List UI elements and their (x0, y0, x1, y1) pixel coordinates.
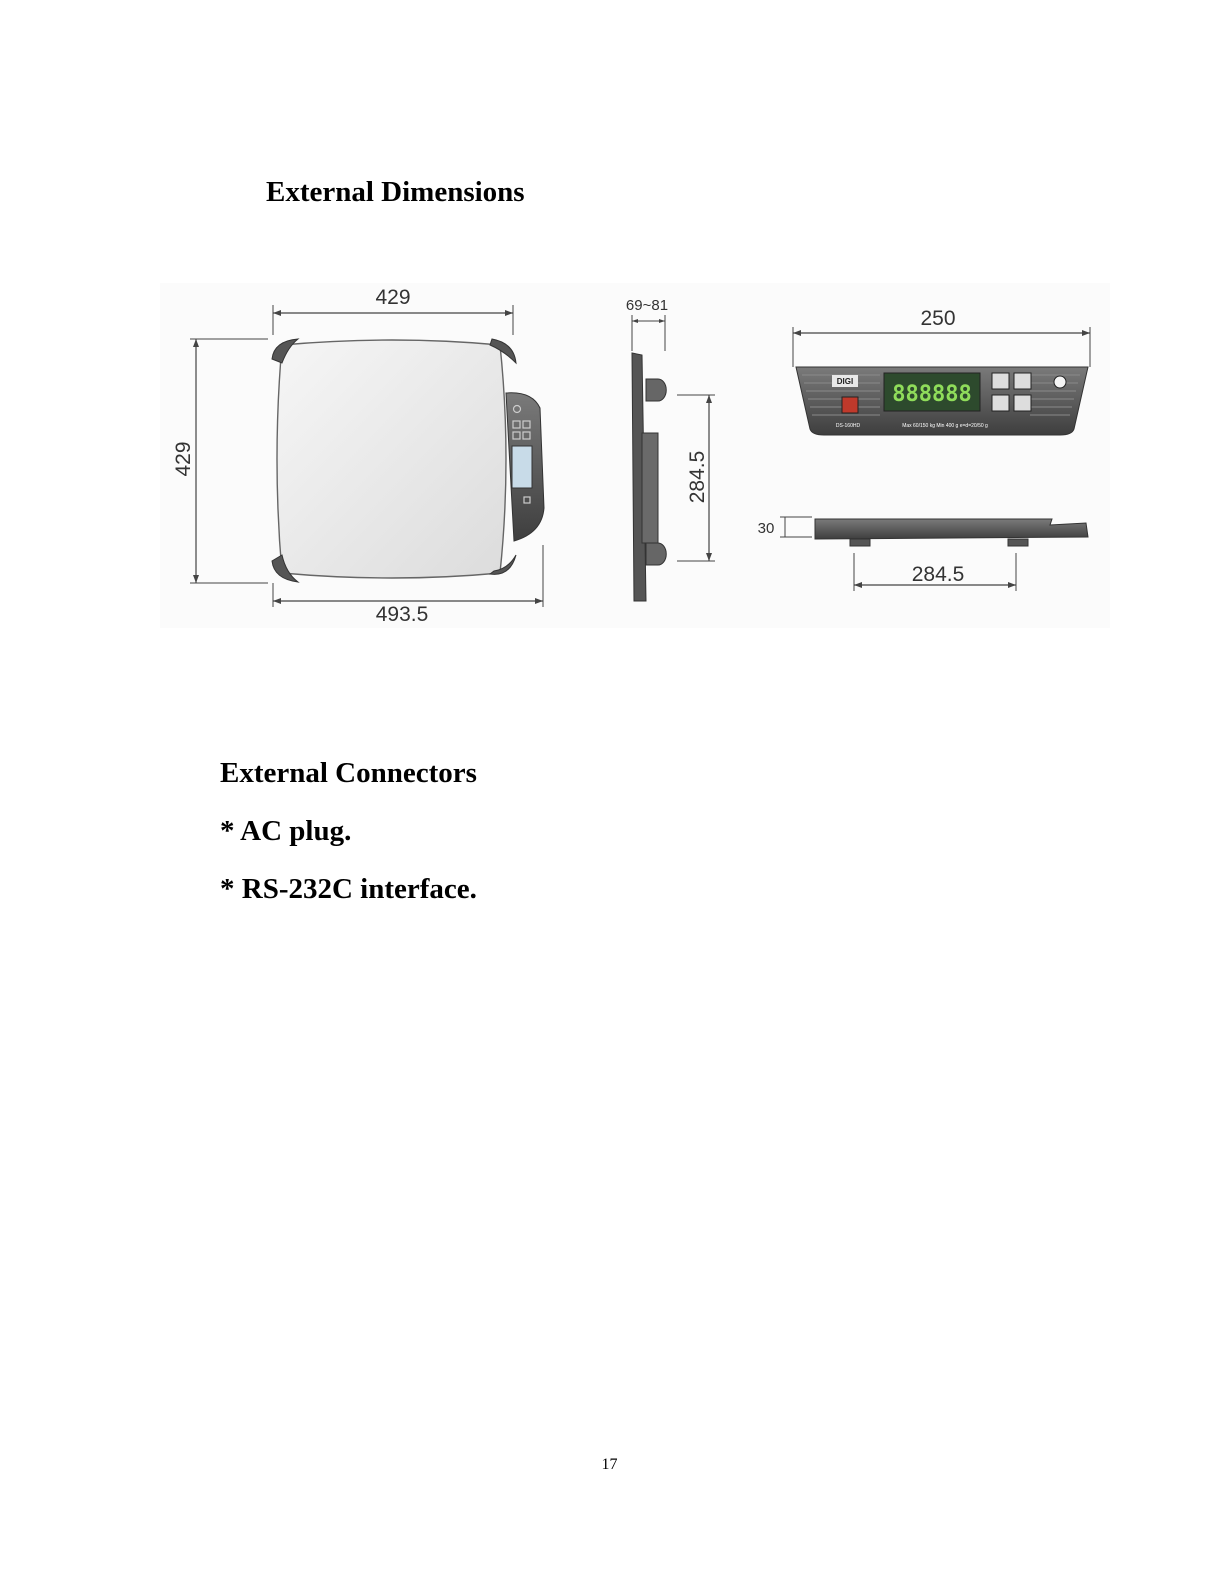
page-number: 17 (601, 1456, 618, 1473)
zero-key (992, 395, 1009, 411)
indicator-display: 888888 (892, 382, 972, 407)
top-depth-label: 429 (172, 441, 195, 477)
connector-item-ac-plug: * AC plug. (220, 815, 352, 847)
front-thickness-label: 30 (757, 520, 775, 537)
model-text: DS-160HD (835, 423, 861, 429)
section-title-external-connectors: External Connectors (220, 757, 477, 789)
spec-text: Max 60/150 kg Min 400 g e=d=20/50 g (902, 423, 988, 429)
front-foot-span-label: 284.5 (911, 563, 965, 586)
connector-item-rs232c: * RS-232C interface. (220, 873, 477, 905)
up-arrow-key (992, 373, 1009, 389)
top-width-label: 429 (375, 286, 411, 309)
side-height-range-label: 69~81 (625, 297, 669, 314)
tare-key (1014, 395, 1031, 411)
section-title-external-dimensions: External Dimensions (266, 176, 525, 208)
top-overall-label: 493.5 (375, 603, 429, 626)
external-dimensions-drawing (160, 283, 1110, 628)
brand-logo-text: DIGI (836, 377, 854, 386)
side-foot-span-label: 284.5 (686, 450, 709, 504)
left-arrow-key (1014, 373, 1031, 389)
indicator-width-label: 250 (920, 307, 956, 330)
